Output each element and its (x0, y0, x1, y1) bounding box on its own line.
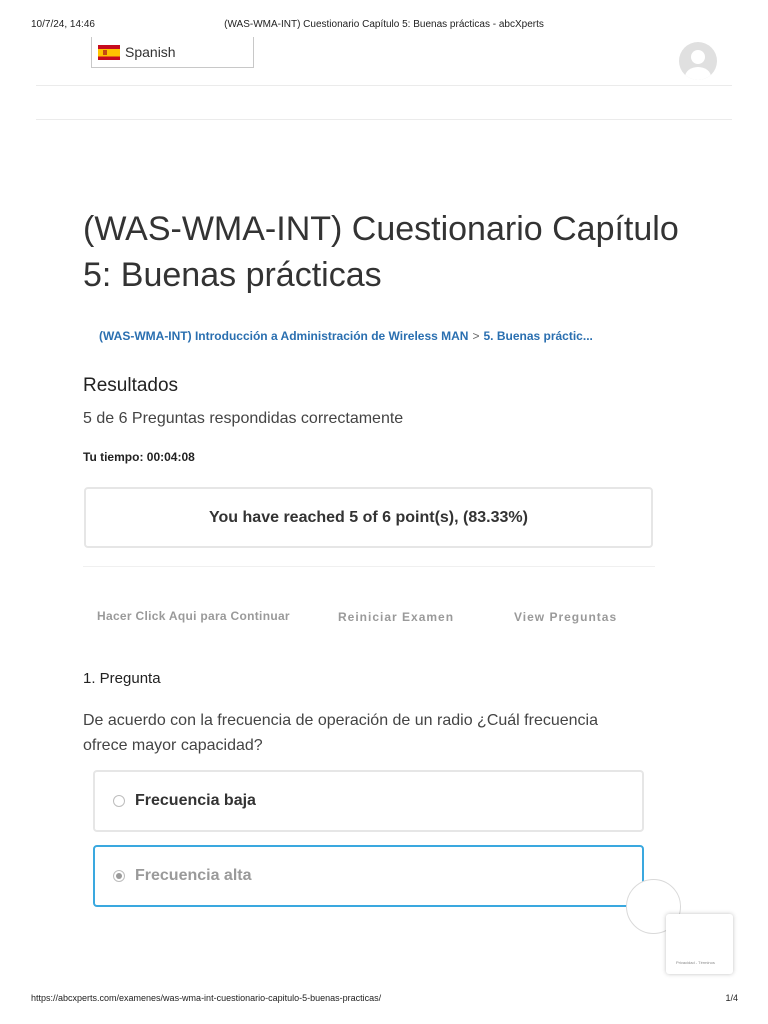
radio-selected-icon[interactable] (113, 870, 125, 882)
view-questions-button[interactable]: View Preguntas (514, 610, 618, 624)
answer-label: Frecuencia alta (135, 867, 252, 884)
print-footer (0, 993, 768, 1007)
points-result-box (84, 487, 653, 548)
avatar-shoulders (685, 67, 711, 80)
recaptcha-badge[interactable] (666, 914, 733, 974)
print-page-title: (WAS-WMA-INT) Cuestionario Capítulo 5: Buenas prácticas - abcXperts (224, 19, 544, 30)
breadcrumb (99, 329, 659, 343)
answer-label: Frecuencia baja (135, 792, 256, 809)
breadcrumb-course-link[interactable]: (WAS-WMA-INT) Introducción a Administración de Wireless MAN (99, 329, 469, 343)
results-summary: 5 de 6 Preguntas respondidas correctamente (83, 410, 404, 427)
avatar-head (691, 50, 705, 64)
results-heading: Resultados (83, 375, 179, 396)
radio-unselected-icon[interactable] (113, 795, 125, 807)
language-label: Spanish (125, 44, 176, 60)
header-divider-secondary (36, 119, 732, 120)
reset-exam-button[interactable]: Reiniciar Examen (338, 610, 455, 624)
print-header (0, 19, 768, 33)
answer-option-low-frequency[interactable] (93, 770, 644, 832)
print-datetime: 10/7/24, 14:46 (31, 19, 95, 30)
breadcrumb-lesson-link[interactable]: 5. Buenas práctic... (483, 329, 593, 343)
print-url: https://abcxperts.com/examenes/was-wma-int-cuestionario-capitulo-5-buenas-practicas/ (31, 993, 382, 1003)
breadcrumb-separator: > (472, 329, 480, 343)
answer-option-high-frequency[interactable] (93, 845, 644, 907)
recaptcha-text: Privacidad - Términos (676, 960, 715, 965)
spain-flag-icon (98, 45, 120, 60)
question-heading: 1. Pregunta (83, 670, 161, 687)
language-selector[interactable] (91, 37, 254, 68)
elapsed-time: Tu tiempo: 00:04:08 (83, 450, 195, 464)
header-divider (36, 85, 732, 86)
continue-button[interactable]: Hacer Click Aqui para Continuar (97, 609, 290, 623)
points-message: You have reached 5 of 6 point(s), (83.33%) (209, 508, 528, 526)
results-divider (83, 566, 655, 567)
print-page-number: 1/4 (725, 993, 738, 1003)
question-text: De acuerdo con la frecuencia de operación de un radio ¿Cuál frecuencia ofrece mayor capacidad? (83, 712, 598, 754)
user-avatar-icon[interactable] (679, 42, 717, 80)
page-title: (WAS-WMA-INT) Cuestionario Capítulo 5: Buenas prácticas (83, 210, 679, 294)
